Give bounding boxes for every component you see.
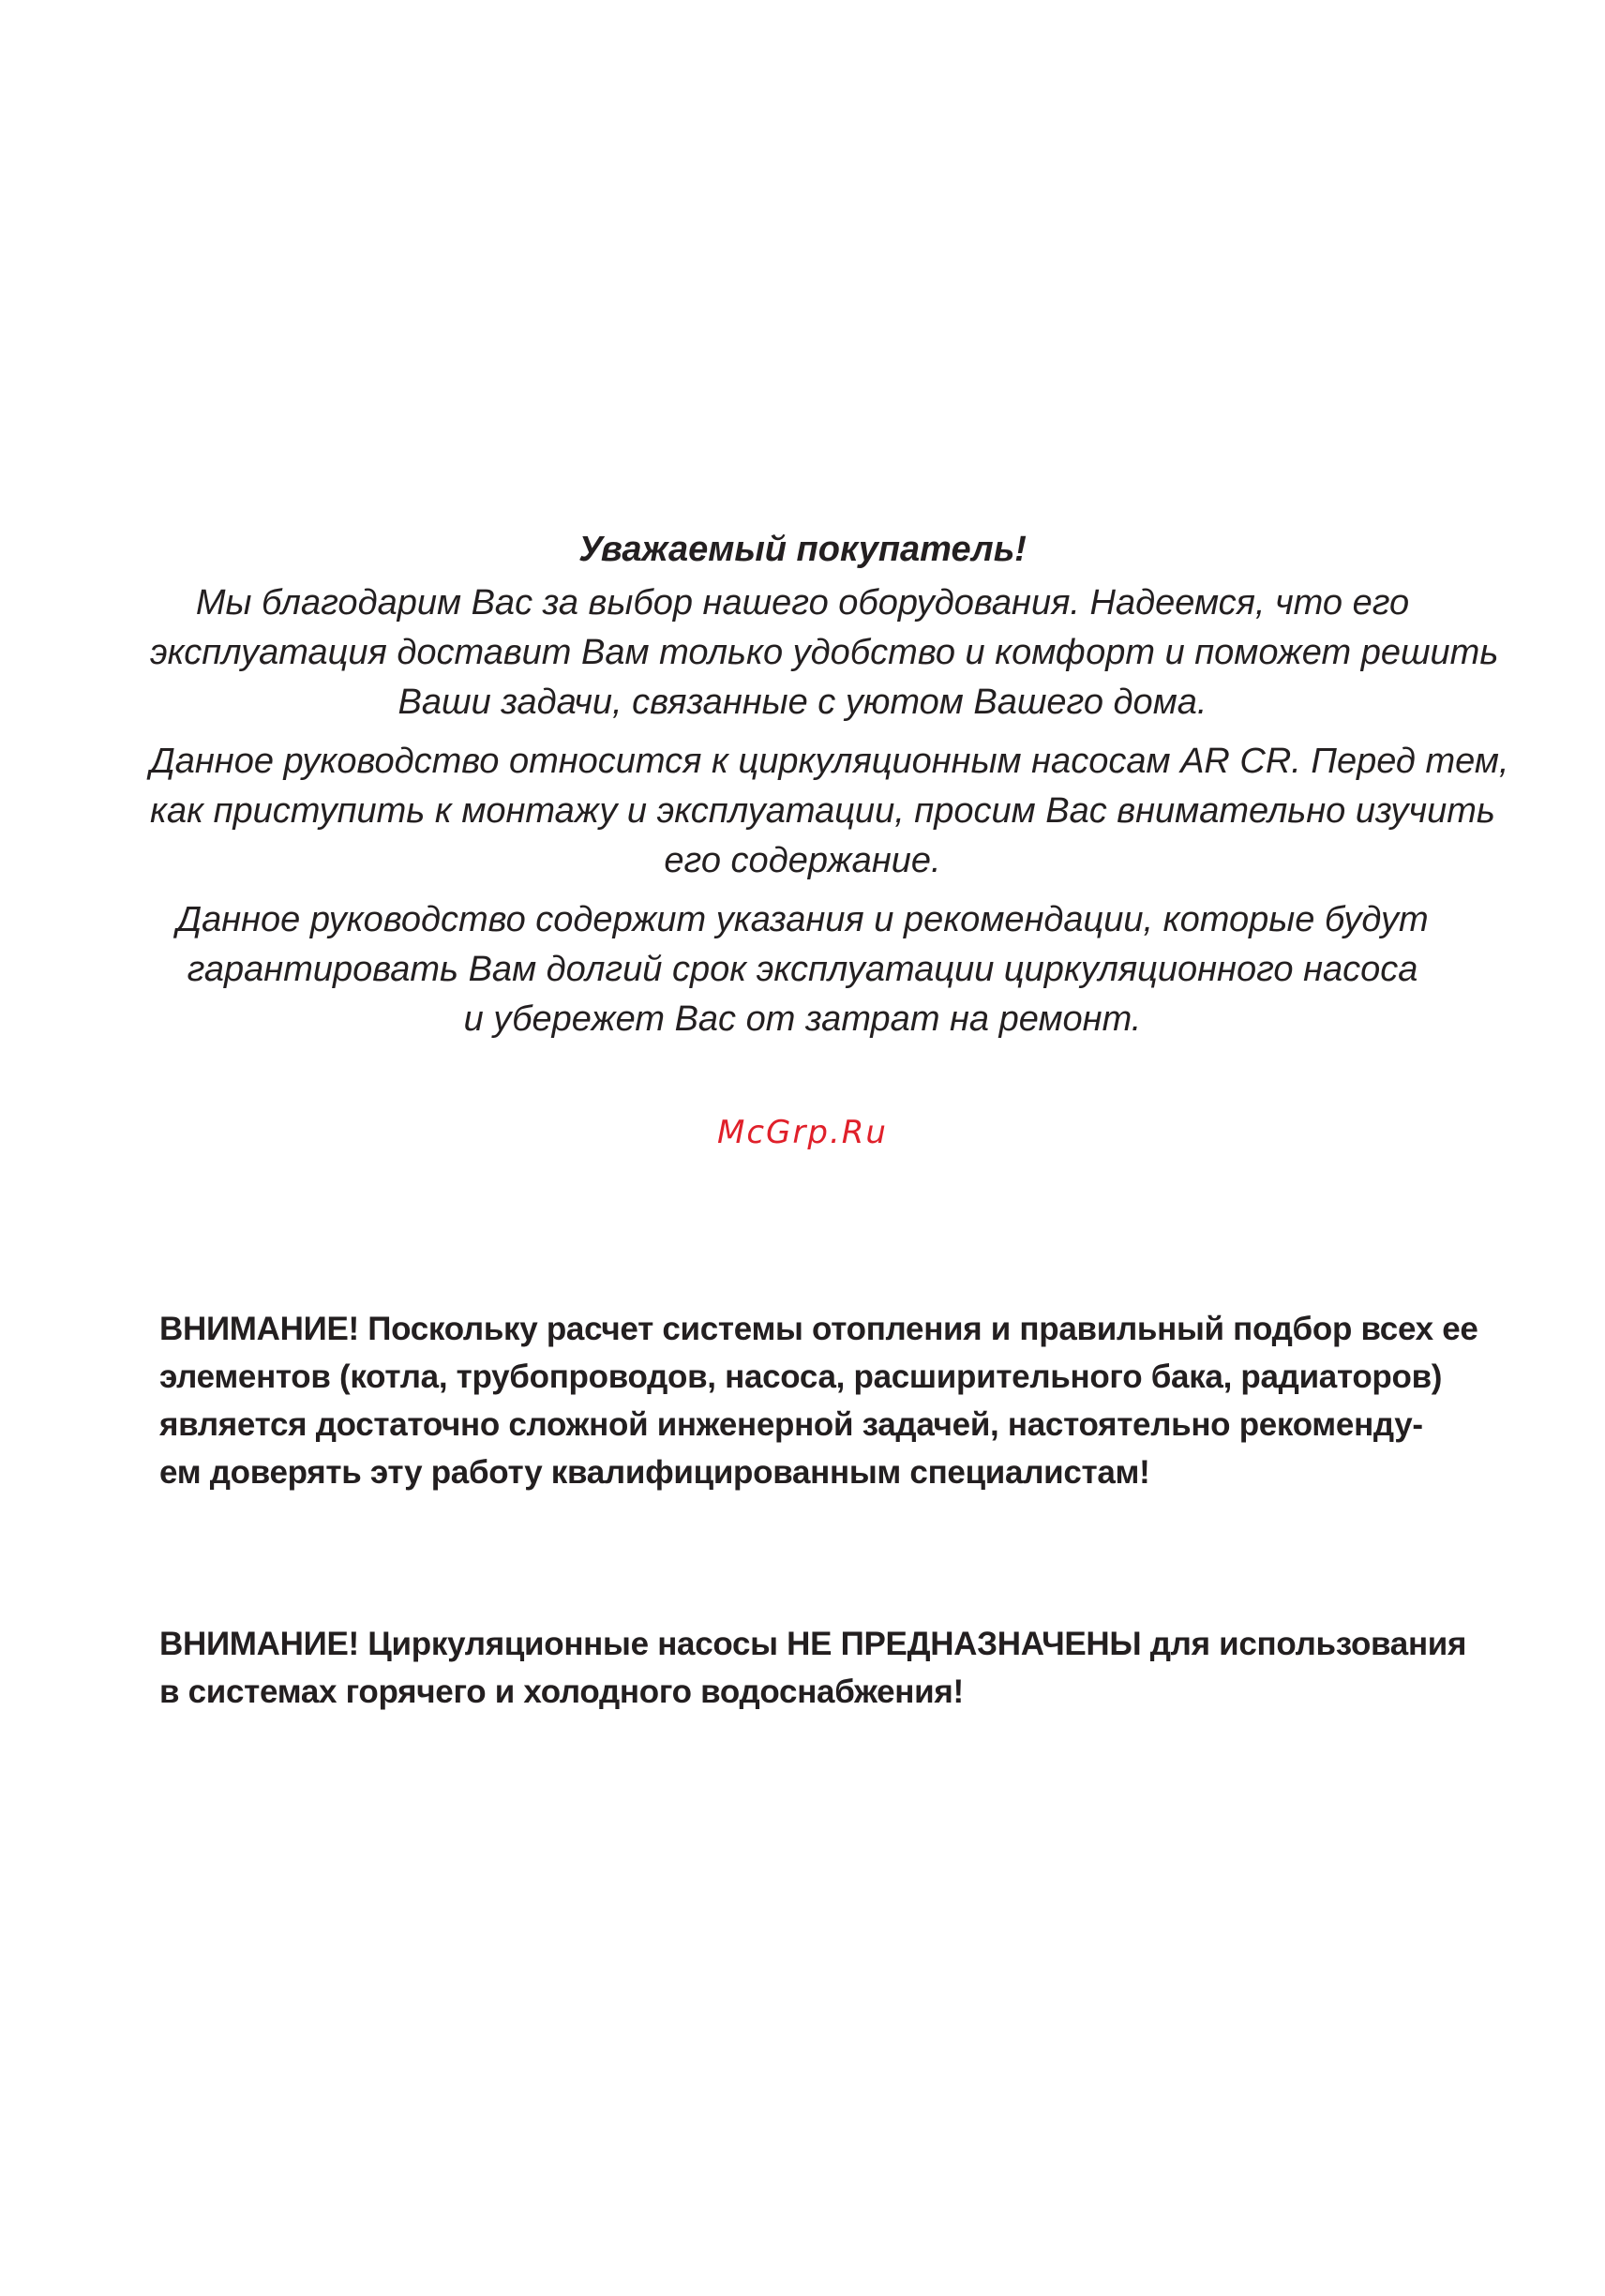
watermark: McGrp.Ru (717, 1114, 888, 1151)
greeting-line: Ваши задачи, связанные с уютом Вашего дома. (398, 683, 1208, 722)
warning-line: ВНИМАНИЕ! Циркуляционные насосы НЕ ПРЕДНАЗНАЧЕНЫ для использования (159, 1626, 1467, 1662)
greeting-line: эксплуатация доставит Вам только удобство и комфорт и поможет решить (150, 633, 1499, 672)
greeting-paragraph-recommendations (150, 895, 1455, 1044)
warning-line: элементов (котла, трубопроводов, насоса, расширительного бака, радиаторов) (159, 1358, 1443, 1395)
greeting-paragraph-scope (150, 737, 1509, 886)
warning-line: является достаточно сложной инженерной задачей, настоятельно рекоменду- (159, 1406, 1423, 1443)
greeting-title: Уважаемый покупатель! (578, 530, 1027, 569)
warning-line: ем доверять эту работу квалифицированным специалистам! (159, 1454, 1150, 1491)
warning-heating-design (159, 1305, 1478, 1496)
greeting-line: Мы благодарим Вас за выбор нашего оборудования. Надеемся, что его (195, 583, 1410, 623)
greeting-line: Данное руководство содержит указания и рекомендации, которые будут (176, 900, 1429, 939)
greeting-line: гарантировать Вам долгий срок эксплуатации циркуляционного насоса (187, 950, 1418, 989)
warning-water-supply (159, 1620, 1467, 1716)
warning-line: в системах горячего и холодного водоснабжения! (159, 1673, 964, 1710)
greeting-line: Данное руководство относится к циркуляционным насосам AR CR. Перед тем, (150, 742, 1509, 781)
greeting-line: как приступить к монтажу и эксплуатации, просим Вас внимательно изучить (150, 791, 1495, 831)
greeting-line: его содержание. (664, 841, 941, 880)
greeting-paragraph-thanks (150, 578, 1499, 728)
greeting-line: и убережет Вас от затрат на ремонт. (463, 999, 1142, 1039)
warning-line: ВНИМАНИЕ! Поскольку расчет системы отопления и правильный подбор всех ее (159, 1311, 1478, 1347)
greeting-block (150, 525, 1509, 1054)
